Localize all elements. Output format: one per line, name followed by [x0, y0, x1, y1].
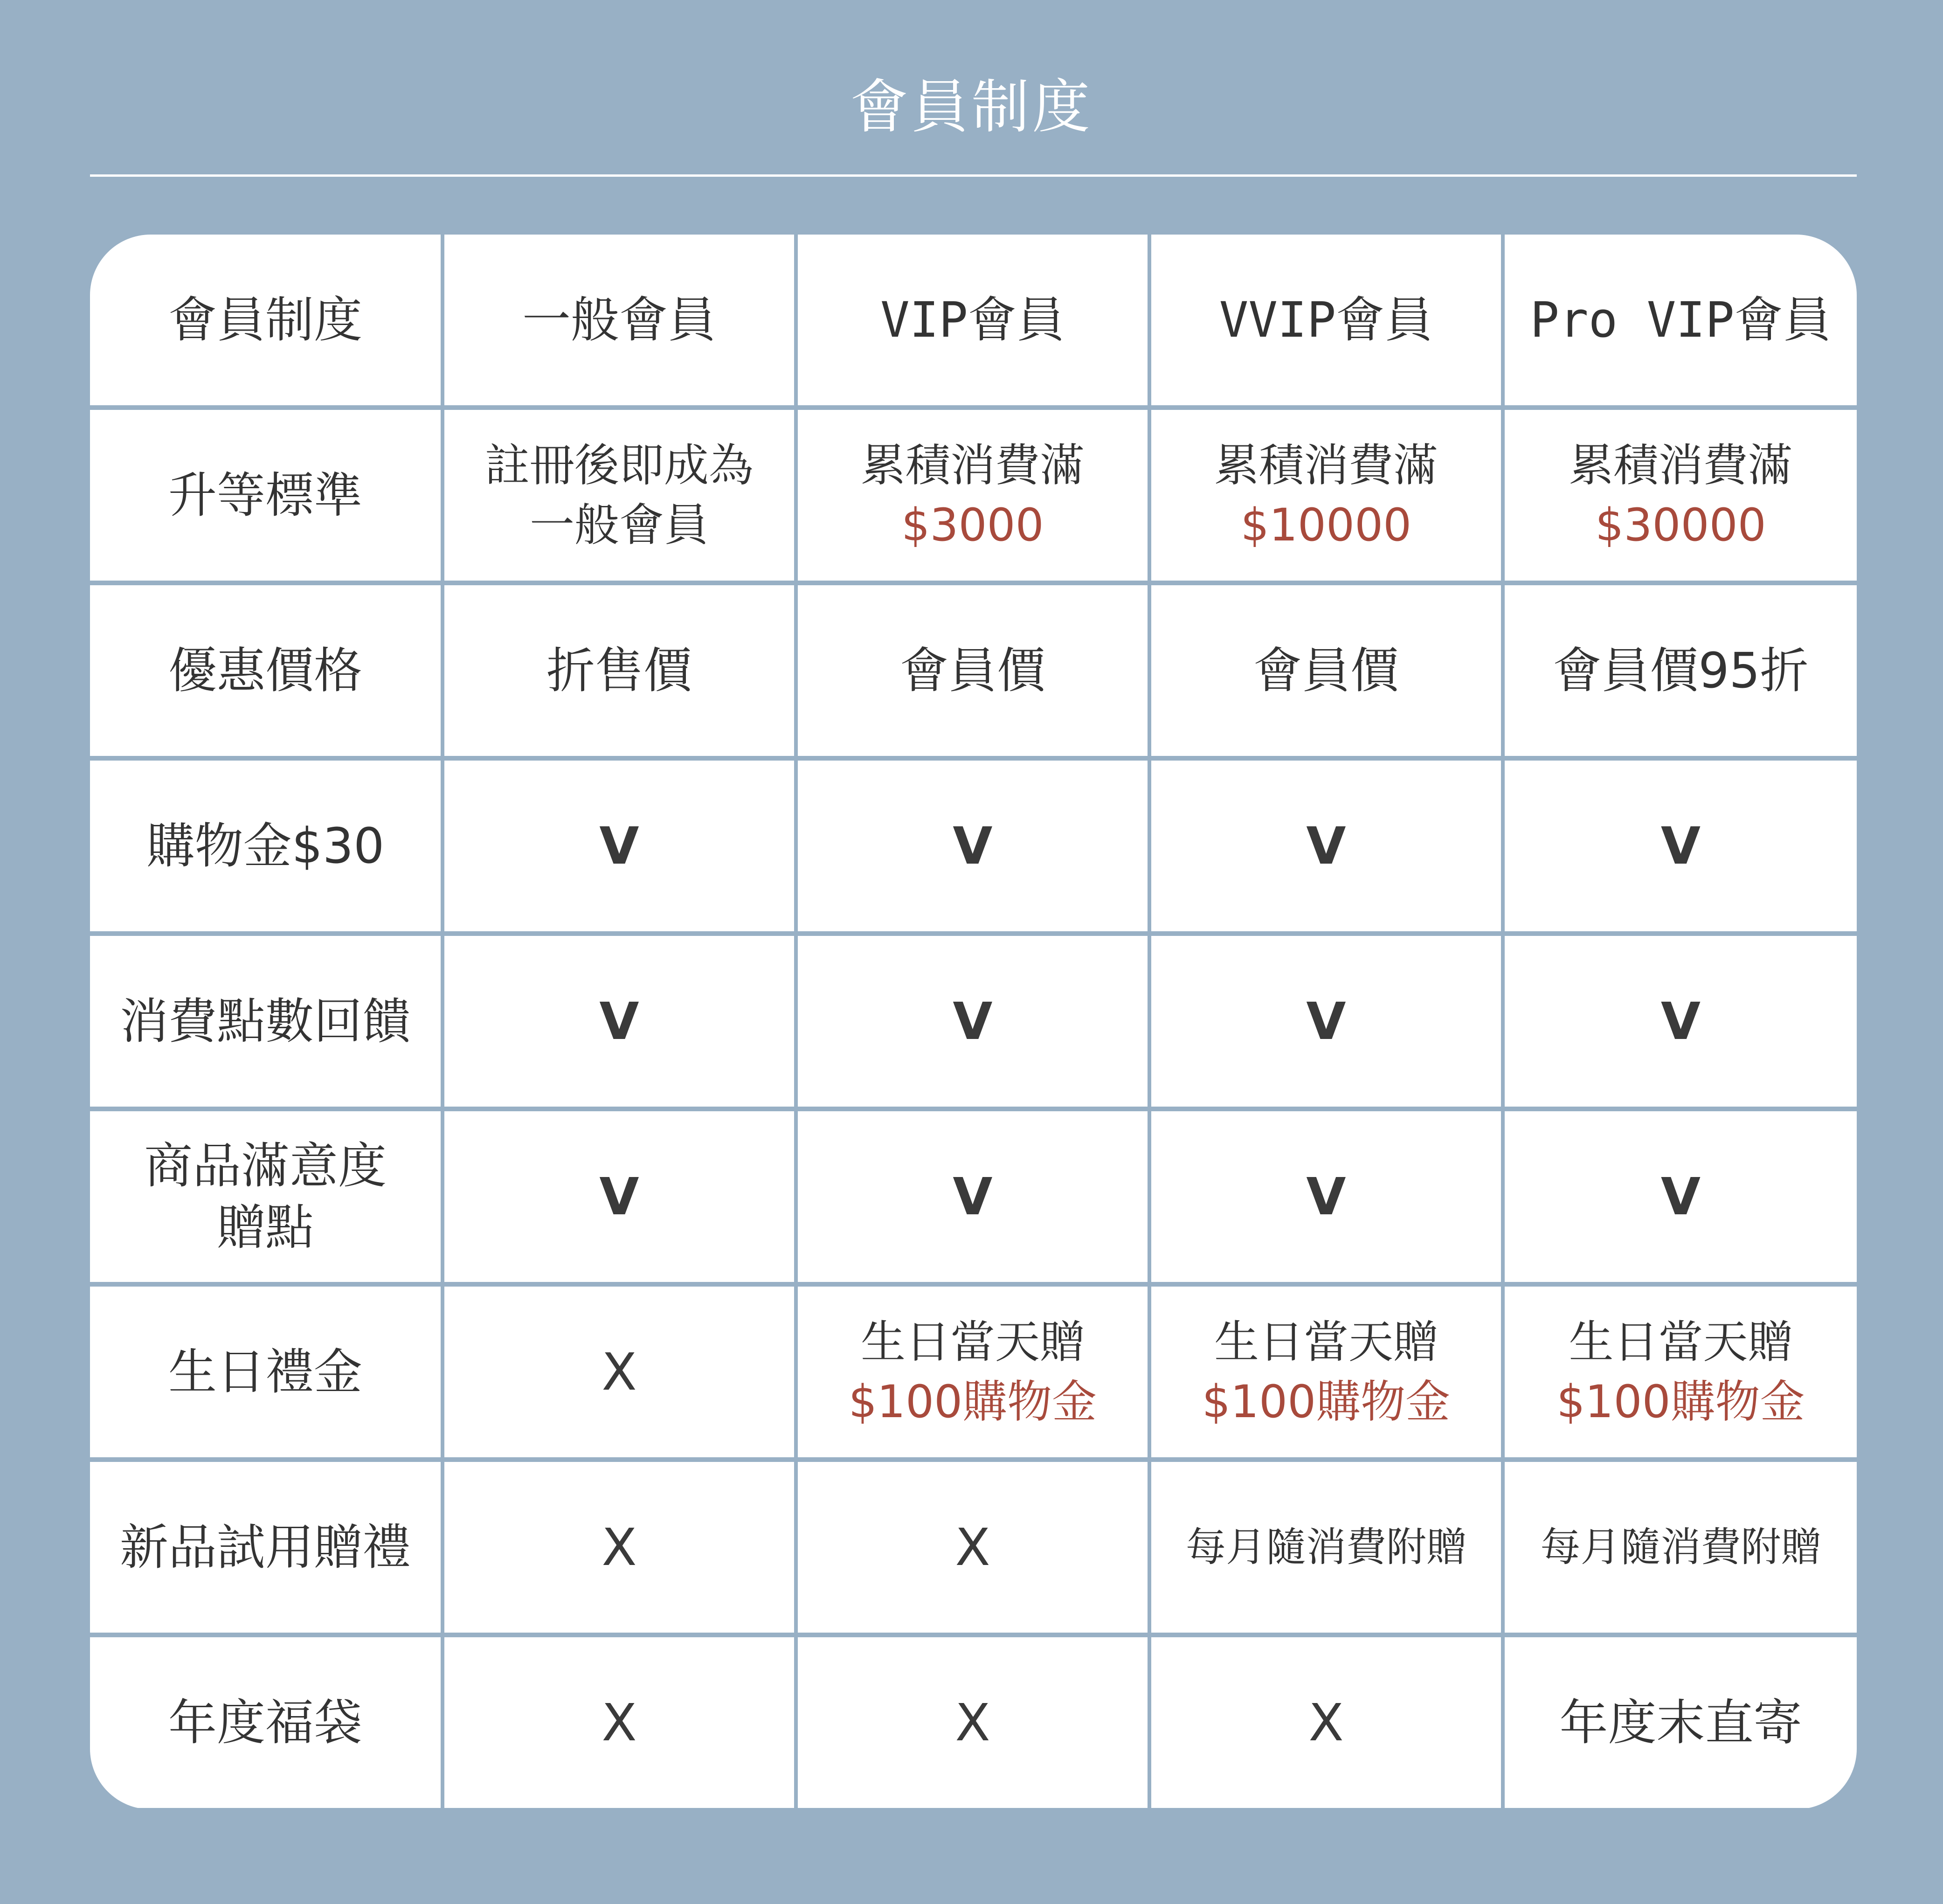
check-mark: V: [798, 936, 1148, 1107]
check-mark: V: [444, 936, 794, 1107]
cross-mark: X: [798, 1462, 1148, 1633]
price-highlight: $100購物金: [1556, 1376, 1805, 1428]
price-highlight: $100購物金: [848, 1376, 1097, 1428]
trial-pro: 每月隨消費附贈: [1505, 1462, 1857, 1633]
check-mark: V: [798, 761, 1148, 931]
cross-mark: X: [1151, 1637, 1501, 1808]
row-label-satisfaction: 商品滿意度 贈點: [90, 1111, 441, 1282]
check-mark: V: [1505, 936, 1857, 1107]
title-divider: [90, 174, 1857, 177]
row-label-upgrade: 升等標準: [90, 410, 441, 581]
row-label-points: 消費點數回饋: [90, 936, 441, 1107]
page-title: 會員制度: [850, 74, 1093, 141]
row-label-birthday: 生日禮金: [90, 1287, 441, 1457]
upgrade-vip: 累積消費滿 $3000: [798, 410, 1148, 581]
check-mark: V: [798, 1111, 1148, 1282]
check-mark: V: [1505, 1111, 1857, 1282]
birthday-pro: 生日當天贈 $100購物金: [1505, 1287, 1857, 1457]
header-vvip-member: VVIP會員: [1151, 235, 1501, 405]
membership-table: [90, 235, 1857, 1809]
cross-mark: X: [444, 1462, 794, 1633]
check-mark: V: [1151, 761, 1501, 931]
upgrade-general: 註冊後即成為 一般會員: [444, 410, 794, 581]
discount-general: 折售價: [444, 585, 794, 756]
discount-vvip: 會員價: [1151, 585, 1501, 756]
discount-pro: 會員價95折: [1505, 585, 1857, 756]
header-vip-member: VIP會員: [798, 235, 1148, 405]
check-mark: V: [444, 761, 794, 931]
header-row-label: 會員制度: [90, 235, 441, 405]
lucky-bag-pro: 年度末直寄: [1505, 1637, 1857, 1808]
birthday-vvip: 生日當天贈 $100購物金: [1151, 1287, 1501, 1457]
check-mark: V: [1151, 1111, 1501, 1282]
cross-mark: X: [798, 1637, 1148, 1808]
upgrade-pro: 累積消費滿 $30000: [1505, 410, 1857, 581]
cross-mark: X: [444, 1637, 794, 1808]
row-label-trial: 新品試用贈禮: [90, 1462, 441, 1633]
cross-mark: X: [444, 1287, 794, 1457]
price-highlight: $10000: [1240, 499, 1412, 551]
price-highlight: $30000: [1595, 499, 1766, 551]
price-highlight: $100購物金: [1202, 1376, 1451, 1428]
row-label-lucky-bag: 年度福袋: [90, 1637, 441, 1808]
row-label-credit: 購物金$30: [90, 761, 441, 931]
birthday-vip: 生日當天贈 $100購物金: [798, 1287, 1148, 1457]
check-mark: V: [1151, 936, 1501, 1107]
discount-vip: 會員價: [798, 585, 1148, 756]
check-mark: V: [444, 1111, 794, 1282]
trial-vvip: 每月隨消費附贈: [1151, 1462, 1501, 1633]
row-label-discount: 優惠價格: [90, 585, 441, 756]
price-highlight: $3000: [901, 499, 1044, 551]
upgrade-vvip: 累積消費滿 $10000: [1151, 410, 1501, 581]
header-pro-vip-member: Pro VIP會員: [1505, 235, 1857, 405]
header-general-member: 一般會員: [444, 235, 794, 405]
check-mark: V: [1505, 761, 1857, 931]
